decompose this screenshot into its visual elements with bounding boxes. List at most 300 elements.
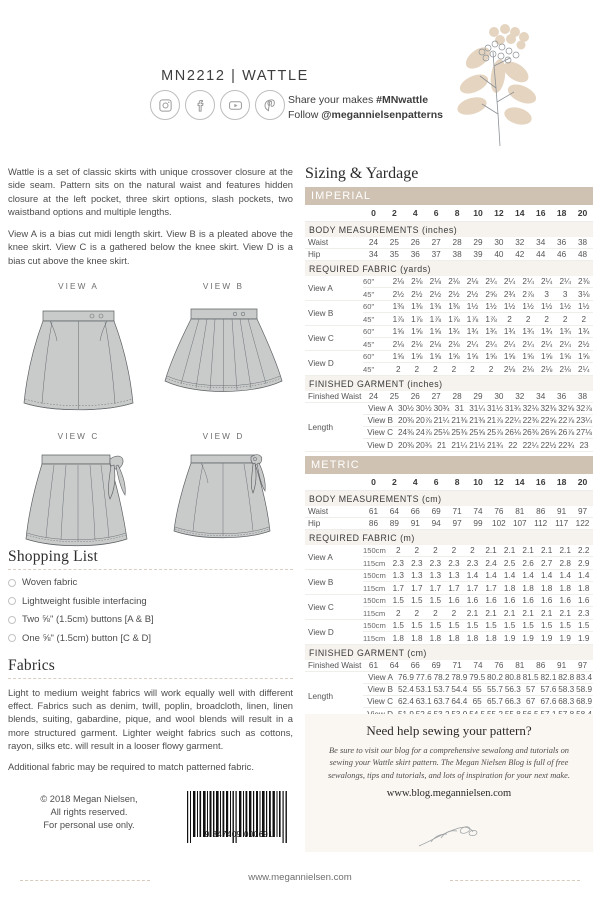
barcode-number: 9 347409 000691 [204,830,274,839]
size-col: 2 [391,477,397,487]
table-cell: 2.3 [392,558,404,568]
table-cell: 99 [473,519,483,528]
table-row [363,557,593,569]
table-cell: 2 [544,314,549,324]
table-cell: 2 [395,364,401,374]
checkbox-circle-icon[interactable] [8,616,16,624]
table-cell: 2⅛ [411,277,423,286]
imperial-size-row [305,205,593,222]
table-cell: 1.7 [392,583,404,593]
table-cell: 2⅛ [429,277,442,286]
table-cell: 66.3 [504,697,521,706]
table-cell: 34 [536,392,546,401]
table-cell: 1.6 [485,596,497,605]
skirt-a-drawing [6,291,151,413]
size-col: 4 [412,208,418,218]
table-cell: 1⅜ [448,302,460,311]
table-cell: 2⅛ [448,339,460,349]
metric-body-measurements-rows [305,506,593,530]
table-cell: 1.9 [522,633,534,643]
table-cell: 2 [488,364,494,374]
table-cell: 1½ [503,302,516,311]
metric-body-measurements-header: BODY MEASUREMENTS (cm) [305,491,593,506]
fabric-width: 115cm [363,608,386,618]
table-cell: 2 [451,608,457,618]
table-cell: 2¼ [485,277,497,286]
table-cell: 2⅛ [448,277,460,286]
table-cell: 117 [555,519,569,528]
table-cell: 1⅝ [448,352,460,361]
blog-url[interactable]: www.blog.megannielsen.com [386,788,512,800]
table-cell: 2.3 [448,558,460,568]
table-cell: 1.7 [485,583,497,593]
table-cell: 1.4 [559,571,571,580]
table-cell: 1⅝ [429,327,442,336]
view-name: View A [368,404,393,413]
table-cell: 1.5 [485,621,497,630]
table-cell: 94 [431,519,441,528]
fabric-width: 60" [363,302,375,311]
follow-line: Follow @megannielsenpatterns [288,108,443,121]
table-cell: 1.5 [448,621,460,630]
table-cell: 66 [410,507,420,516]
table-cell: 32 [515,238,525,247]
length-group [305,403,593,452]
table-cell: 2¼ [559,339,571,349]
table-cell: 91 [410,519,420,528]
table-cell: 97 [577,661,588,670]
fabric-width: 150cm [363,546,386,555]
table-cell: 2.7 [540,558,553,568]
table-cell: 1⅝ [578,352,590,361]
table-cell: 22 [508,440,518,450]
table-cell: 27 [431,392,441,401]
table-cell: 25 [389,392,399,401]
table-cell: 2½ [429,289,442,299]
table-cell: 1⅞ [448,314,460,324]
table-cell: 1¾ [448,327,460,336]
table-cell: 30 [494,238,504,247]
row-label: Waist [308,238,329,247]
shopping-item-label: Lightweight fusible interfacing [22,595,147,607]
row-label: Hip [308,250,321,259]
table-cell: 79.5 [469,673,486,682]
table-cell: 1.8 [448,633,460,643]
table-cell: 1⅞ [429,314,442,324]
size-col: 0 [371,208,376,218]
table-cell: 2.1 [540,546,553,555]
table-cell: 38 [452,250,462,259]
size-col: 18 [556,477,567,487]
size-col: 12 [494,477,504,487]
table-cell: 2 [414,364,420,374]
table-cell: 2.3 [429,558,442,568]
table-cell: 107 [512,519,527,528]
imperial-body-measurements-header: BODY MEASUREMENTS (inches) [305,222,593,237]
table-cell: 1.7 [429,583,442,593]
table-row [363,338,593,350]
table-cell: 39 [473,250,483,259]
table-cell: 2¼ [540,277,553,286]
imperial-header-bar: IMPERIAL [305,187,593,205]
table-cell: 26 [410,392,420,401]
fabrics-title: Fabrics [8,657,56,674]
table-cell: 2½ [466,289,479,299]
fabrics-section [8,657,293,781]
metric-size-row [305,474,593,491]
fabric-width: 45" [363,314,375,324]
sizing-title: Sizing & Yardage [305,165,419,182]
checkbox-circle-icon[interactable] [8,579,16,587]
table-row [363,288,593,300]
table-cell: 2.3 [466,558,479,568]
view-b-illustration [151,282,296,414]
barcode-image [183,789,293,849]
table-cell: 1.7 [466,583,479,593]
header [0,0,600,150]
table-cell: 97 [577,507,588,516]
fabric-view-group [305,595,593,620]
table-cell: 58.3 [558,685,575,694]
table-row [363,632,593,644]
size-col: 12 [494,208,504,218]
table-cell: 29 [473,392,483,401]
table-row [363,672,593,684]
table-cell: 2¼ [578,364,590,374]
table-cell: 86 [536,507,546,516]
size-col: 18 [556,208,567,218]
table-cell: 68.9 [576,697,592,706]
table-cell: 2.4 [485,558,497,568]
table-cell: 57 [526,685,536,694]
metric-required-fabric-rows [305,545,593,645]
shopping-list-item[interactable] [8,596,293,607]
table-cell: 2¼ [503,339,516,349]
size-col: 16 [535,477,546,487]
footer-url[interactable]: www.megannielsen.com [248,872,352,883]
imperial-required-fabric-header: REQUIRED FABRIC (yards) [305,261,593,276]
table-cell: 30½ [397,404,414,413]
table-cell: 2⅜ [578,277,590,286]
table-cell: 2.9 [578,558,590,568]
table-cell: 24 [368,238,378,247]
table-row [305,249,593,261]
view-b-label: VIEW B [202,282,245,291]
table-cell: 48 [577,250,588,259]
table-cell: 3 [562,289,568,299]
shopping-item-label: Two ⅝" (1.5cm) buttons [A & B] [22,614,154,625]
table-cell: 1⅞ [466,314,479,324]
view-name: View A [308,283,333,293]
fabric-width: 60" [363,327,375,336]
table-cell: 64.4 [451,697,468,706]
table-row [363,363,593,375]
copyright-line-2: All rights reserved. [50,807,128,817]
table-row [363,607,593,619]
description-paragraph-1: Wattle is a set of classic skirts with unique crossover closure at the side seam. Pattern sits on the natural waist and features hidden closure at the left pocket, three skirt options, slash pockets, two waistband options and multiple lengths. [8,166,293,217]
table-cell: 82.1 [540,673,557,682]
row-label: Finished Waist [308,661,362,670]
table-cell: 1.8 [522,583,534,593]
table-cell: 63.7 [433,697,450,706]
table-cell: 1½ [559,302,571,311]
table-cell: 30½ [415,404,432,413]
view-illustrations [6,282,296,547]
view-name: View B [308,308,334,318]
size-col: 20 [577,477,588,487]
table-row [363,415,593,427]
fabric-width: 115cm [363,633,386,643]
table-cell: 62.4 [397,697,414,706]
table-cell: 2⅛ [411,339,423,349]
table-cell: 1⅝ [559,352,571,361]
table-cell: 46 [557,250,567,259]
table-cell: 1¾ [522,327,534,336]
shopping-list-item[interactable] [8,633,293,644]
table-cell: 1.6 [522,596,534,605]
shopping-list-section [8,548,293,651]
table-cell: 1.8 [540,583,553,593]
table-cell: 26⅝ [540,428,557,437]
skirt-c-drawing [6,441,151,556]
table-cell: 38 [577,238,588,247]
view-name: View D [308,358,334,368]
table-cell: 20⅜ [397,440,414,450]
table-cell: 2⅞ [522,289,534,299]
view-name: View A [308,552,333,562]
fabric-view-group [305,276,593,301]
metric-finished-garment-header: FINISHED GARMENT (cm) [305,645,593,660]
table-cell: 1⅝ [522,352,534,361]
fabric-view-group [305,301,593,326]
table-cell: 36 [557,238,567,247]
table-cell: 3 [544,289,549,299]
table-cell: 2⅛ [429,339,442,349]
table-cell: 1¾ [466,327,479,336]
table-cell: 42 [515,250,525,259]
table-cell: 2¼ [522,339,534,349]
table-cell: 1½ [485,302,497,311]
table-cell: 1.9 [578,633,590,643]
table-cell: 2¼ [540,339,553,349]
table-row [363,582,593,594]
table-cell: 2 [395,546,401,555]
table-cell: 2 [581,314,587,324]
table-cell: 1.4 [522,571,534,580]
table-cell: 1.3 [448,571,460,580]
table-cell: 1.5 [411,621,423,630]
help-box-body: Be sure to visit our blog for a comprehensive sewalong and tutorials on sewing your Wattle skirt pattern. The Megan Nielsen Blog is full of free sewalongs, tips and tutorials, and lots of inspiration for your next make. [328,746,570,780]
table-cell: 2½ [411,289,423,299]
table-cell: 1.3 [429,571,442,580]
table-cell: 2.1 [485,546,497,555]
table-cell: 58.9 [576,685,592,694]
table-cell: 1.8 [503,583,516,593]
table-cell: 57.6 [540,685,557,694]
table-cell: 32 [515,392,525,401]
table-cell: 25 [389,238,399,247]
table-cell: 1⅞ [392,314,404,324]
table-cell: 1⅞ [485,314,497,324]
fabric-view-group [305,545,593,570]
checkbox-circle-icon[interactable] [8,634,16,642]
table-cell: 2 [433,608,438,618]
shopping-item-label: Woven fabric [22,577,78,588]
shopping-item-label: One ⅝" (1.5cm) button [C & D] [22,632,152,644]
shopping-list-title: Shopping List [8,548,99,565]
table-cell: 1.4 [540,571,553,580]
table-cell: 2⅛ [559,364,571,374]
table-cell: 71 [452,507,462,516]
table-cell: 91 [557,661,567,670]
table-row [363,545,593,557]
table-cell: 22½ [540,440,557,450]
footer-divider-right [450,880,580,881]
table-cell: 2.6 [522,558,534,568]
metric-header-bar: METRIC [305,456,593,474]
size-col: 6 [433,477,439,487]
size-col: 8 [454,477,460,487]
shopping-list-item[interactable] [8,577,293,588]
copyright-line-3: For personal use only. [43,820,135,830]
table-cell: 1.5 [429,621,442,630]
size-col: 10 [473,477,483,487]
table-cell: 29 [473,238,483,247]
table-cell: 44 [536,250,546,259]
facebook-icon[interactable] [185,90,215,120]
table-cell: 1.5 [392,621,404,630]
table-cell: 83.4 [576,673,592,682]
table-row [305,518,593,530]
table-cell: 40 [494,250,504,259]
table-cell: 80.8 [504,673,521,682]
table-cell: 1½ [578,302,590,311]
table-cell: 77.6 [415,673,432,682]
table-cell: 1.5 [411,596,423,605]
table-cell: 21¼ [451,440,468,450]
table-cell: 65.7 [487,697,503,706]
table-cell: 2¼ [503,277,516,286]
pinterest-icon[interactable] [255,90,285,120]
table-row [363,351,593,363]
table-cell: 74 [473,661,483,670]
table-cell: 2 [451,546,457,555]
table-cell: 1.5 [559,621,571,630]
table-cell: 1.5 [522,621,534,630]
table-cell: 1⅜ [429,302,442,311]
table-cell: 1¾ [559,327,571,336]
table-cell: 2 [470,364,475,374]
table-cell: 86 [368,519,378,528]
table-cell: 76 [494,661,504,670]
table-cell: 37 [431,250,441,259]
table-cell: 69 [431,507,441,516]
table-cell: 65 [472,697,482,706]
table-cell: 122 [575,519,590,528]
instagram-icon[interactable] [150,90,180,120]
view-name: View A [368,673,393,682]
shopping-list-item[interactable] [8,614,293,625]
size-col: 10 [473,208,483,218]
table-cell: 56.3 [504,685,521,694]
table-cell: 1½ [466,302,479,311]
table-cell: 22¾ [558,440,575,450]
help-box-title: Need help sewing your pattern? [366,723,532,738]
checkbox-circle-icon[interactable] [8,597,16,605]
copyright-block [14,793,164,832]
table-cell: 2 [525,314,531,324]
table-row [305,660,593,672]
view-name: View C [367,428,393,437]
table-cell: 64 [389,661,399,670]
table-cell: 25⅞ [487,428,503,437]
youtube-icon[interactable] [220,90,250,120]
table-cell: 80.2 [487,673,503,682]
table-cell: 31½ [487,404,503,413]
pattern-sku-title: MN2212 | WATTLE [161,68,309,84]
table-cell: 53.7 [433,685,450,694]
metric-required-fabric-header: REQUIRED FABRIC (m) [305,530,593,545]
table-cell: 76.9 [397,673,414,682]
size-col: 0 [371,477,376,487]
table-cell: 2.1 [540,608,553,618]
table-cell: 86 [536,661,546,670]
table-cell: 2⅛ [466,277,479,286]
table-cell: 23 [579,440,589,450]
table-cell: 1⅝ [411,352,423,361]
table-cell: 2¼ [522,277,534,286]
sizing-yardage-section [305,165,593,721]
table-row [363,684,593,696]
table-cell: 2.1 [485,608,497,618]
table-row [363,403,593,415]
table-cell: 2.1 [559,608,571,618]
table-cell: 1⅜ [411,302,423,311]
table-cell: 2½ [448,289,460,299]
table-cell: 38 [577,392,588,401]
table-cell: 1.8 [411,633,423,643]
help-box [305,714,593,852]
length-label: Length [308,422,334,432]
fabric-width: 150cm [363,596,386,605]
table-cell: 1⅝ [466,352,479,361]
table-row [363,595,593,607]
table-cell: 32⅛ [522,404,539,413]
table-cell: 2.1 [522,608,534,618]
table-cell: 78.9 [451,673,468,682]
table-cell: 1¾ [503,327,516,336]
size-col: 8 [454,208,460,218]
table-cell: 1⅜ [392,302,404,311]
table-cell: 66 [410,661,420,670]
description-block [8,165,293,276]
table-cell: 26⅛ [504,428,521,437]
table-cell: 34 [368,250,378,259]
table-cell: 27 [431,238,441,247]
view-d-label: VIEW D [202,432,245,441]
table-cell: 1⅝ [429,352,442,361]
view-a-label: VIEW A [58,282,99,291]
table-cell: 81 [515,507,525,516]
table-cell: 2.3 [578,608,590,618]
table-cell: 20¾ [415,440,432,450]
table-cell: 2⅛ [522,364,534,374]
fabric-view-group [305,326,593,351]
table-cell: 22⅝ [540,416,557,425]
view-name: View B [367,685,393,694]
table-cell: 2.8 [559,558,571,568]
table-cell: 1.8 [429,633,442,643]
